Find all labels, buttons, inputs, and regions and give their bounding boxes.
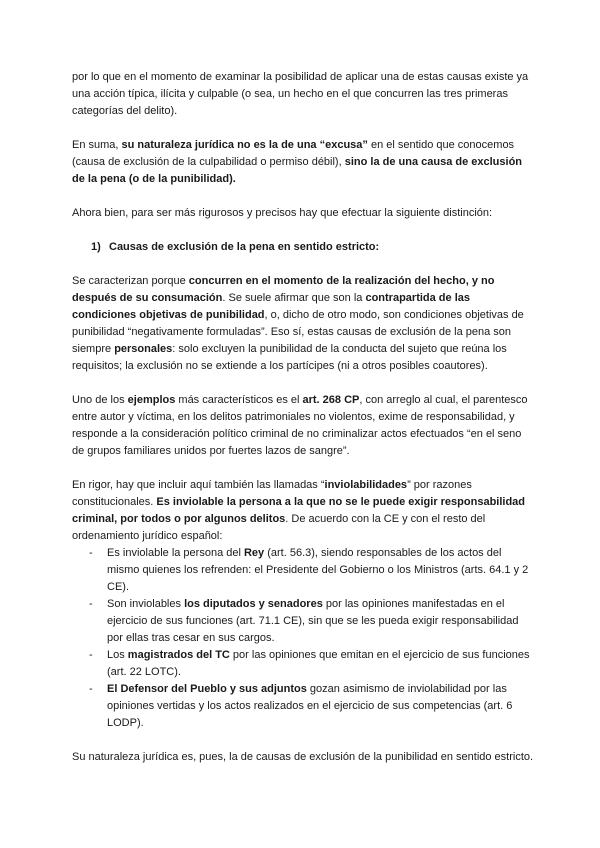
paragraph-naturaleza: En suma, su naturaleza jurídica no es la de una “excusa” en el sentido que conocemos (causa de exclusión de la culpabilidad o permiso débil), sino la de una causa de exclusión de la pena (o de la punibilidad). [72, 139, 523, 185]
list-item: - El Defensor del Pueblo y sus adjuntos gozan asimismo de inviolabilidad por las opiniones vertidas y los actos realizados en el ejercicio de sus competencias (art. 6 LODP). [89, 683, 513, 729]
dash-bullet-icon: - [89, 649, 93, 661]
bold-text: inviolabilidades [324, 479, 408, 491]
bold-text: contrapartida de las condiciones objetivas de punibilidad [72, 292, 470, 321]
paragraph-inviolabilidades: En rigor, hay que incluir aquí también las llamadas “inviolabilidades” por razones constitucionales. Es inviolable la persona a la que no se le puede exigir responsabilidad criminal, por todos o por algunos delitos. De acuerdo con la CE y con el resto del ordenamiento jurídico español: [72, 479, 526, 542]
bold-text: personales [114, 343, 173, 355]
list-item: - Son inviolables los diputados y senadores por las opiniones manifestadas en el ejercicio de sus funciones (art. 71.1 CE), sin que se les pueda exigir responsabilidad por ellas tras cesar en sus cargos. [89, 598, 519, 644]
bold-text: magistrados del TC [127, 649, 230, 661]
paragraph-conclusion: Su naturaleza jurídica es, pues, la de causas de exclusión de la punibilidad en sentido estricto. [72, 751, 534, 763]
dash-bullet-icon: - [89, 547, 93, 559]
paragraph-distincion: Ahora bien, para ser más rigurosos y precisos hay que efectuar la siguiente distinción: [72, 207, 493, 219]
list-item: - Los magistrados del TC por las opiniones que emitan en el ejercicio de sus funciones (art. 22 LOTC). [89, 649, 530, 678]
dash-bullet-icon: - [89, 683, 93, 695]
bold-text: concurren en el momento de la realización del hecho, y no después de su consumación [72, 275, 495, 304]
bold-text: Es inviolable la persona a la que no se le puede exigir responsabilidad criminal, por todos o por algunos delitos [72, 496, 526, 525]
paragraph-intro: por lo que en el momento de examinar la posibilidad de aplicar una de estas causas existe ya una acción típica, ilícita y culpable (o sea, un hecho en el que concurren las tres primeras categorías del delito). [72, 71, 529, 117]
section-heading [91, 239, 534, 256]
inviolabilidades-list [72, 545, 534, 732]
bold-text: ejemplos [127, 394, 176, 406]
list-item: - Es inviolable la persona del Rey (art. 56.3), siendo responsables de los actos del mismo quienes los refrenden: el Presidente del Gobierno o los Ministros (arts. 64.1 y 2 CE). [89, 547, 529, 593]
paragraph-caracteristicas: Se caracterizan porque concurren en el momento de la realización del hecho, y no después de su consumación. Se suele afirmar que son la contrapartida de las condiciones objetivas de punibilidad, o, dicho de otro modo, son condiciones objetivas de punibilidad “negativamente formuladas”. Eso sí, estas causas de exclusión de la pena son siempre personales: solo excluyen la punibilidad de la conducta del sujeto que reúna los requisitos; la exclusión no se extiende a los partícipes (ni a otros posibles coautores). [72, 275, 524, 372]
paragraph-ejemplos: Uno de los ejemplos más característicos es el art. 268 CP, con arreglo al cual, el parentesco entre autor y víctima, en los delitos patrimoniales no violentos, exime de responsabilidad, y responde a la consideración político criminal de no criminalizar actos efectuados “en el seno de grupos familiares unidos por fuertes lazos de sangre”. [72, 394, 528, 457]
bold-text: su naturaleza jurídica no es la de una “excusa” [121, 139, 368, 151]
bold-text: art. 268 CP [302, 394, 360, 406]
dash-bullet-icon: - [89, 598, 93, 610]
heading-number: 1) [91, 241, 101, 253]
bold-text: sino la de una causa de exclusión de la pena (o de la punibilidad). [72, 156, 523, 185]
bold-text: El Defensor del Pueblo y sus adjuntos [107, 683, 307, 695]
bold-text: Rey [243, 547, 265, 559]
heading-text: Causas de exclusión de la pena en sentido estricto: [109, 241, 380, 253]
document-body [72, 69, 534, 766]
bold-text: los diputados y senadores [184, 598, 323, 610]
